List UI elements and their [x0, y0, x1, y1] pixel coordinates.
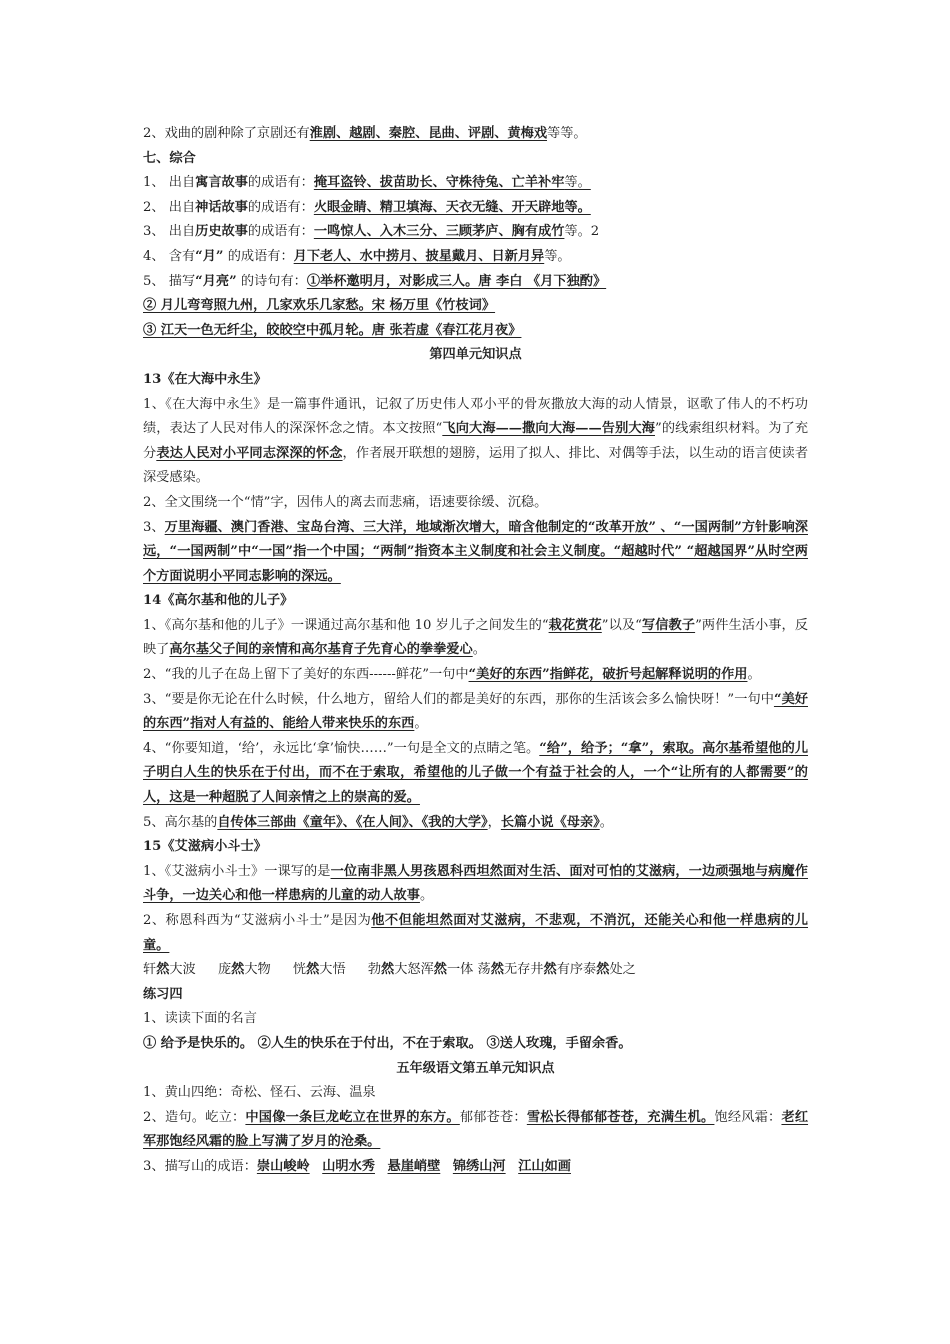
text: 有序泰 — [556, 962, 597, 978]
lesson-13-title: 13《在大海中永生》 — [143, 371, 267, 387]
answer: 江山如画 — [518, 1158, 571, 1174]
text: 3、“要是你无论在什么时候，什么地方，留给人们的都是美好的东西，那你的生活该会多么愉快呀！”一句中 — [143, 691, 774, 707]
keyword: 然 — [381, 962, 395, 978]
text: 3、 出自 — [143, 224, 196, 240]
text: 等等。 — [547, 126, 587, 141]
text: ”的线索组织材料。为了充分 — [143, 421, 809, 461]
line-history-idioms — [143, 220, 808, 245]
line-moon-poems — [143, 270, 808, 295]
text: 1、《艾滋病小斗士》一课写的是 — [143, 863, 331, 879]
line-moon-idioms — [143, 245, 808, 270]
text: 等。2 — [564, 224, 600, 240]
answer: 火眼金睛、精卫填海、天衣无缝、开天辟地等。 — [313, 199, 591, 215]
keyword: 历史故事 — [195, 224, 248, 240]
answer: “美好的东西”指鲜花，破折号起解释说明的作用 — [468, 667, 748, 683]
text: 4、 含有 — [143, 248, 196, 264]
answer: “美好的东西”指对人有益的、能给人带来快乐的东西 — [143, 691, 808, 732]
answer: 月下老人、水中捞月、披星戴月、日新月异 — [293, 248, 545, 264]
unit-5-title: 五年级语文第五单元知识点 — [396, 1060, 555, 1076]
answer: 淮剧、越剧、秦腔、昆曲、评剧、黄梅戏 — [309, 126, 548, 141]
text: 2、戏曲的剧种除了京剧还有 — [143, 126, 310, 141]
document-page — [143, 122, 808, 1180]
text: ”两件生活小事，反映了 — [143, 617, 809, 658]
text: 大波 — [169, 962, 196, 978]
section-heading: 七、综合 — [143, 150, 196, 166]
answer: 一位南非黑人男孩恩科西坦然面对生活、面对可怕的艾滋病，一边顽强地与病魔作斗争，一边关心和他一样患病的儿童的动人故事 — [143, 863, 808, 904]
text: 庞 — [217, 962, 232, 978]
text: 的成语有： — [247, 175, 314, 191]
answer: 写信教子 — [641, 617, 696, 633]
lesson-14-point-4 — [143, 737, 808, 811]
text: 2、称恩科西为“艾滋病小斗士”是因为 — [143, 913, 372, 928]
answer: 崇山峻岭 — [256, 1158, 310, 1174]
keyword: 然 — [306, 962, 320, 978]
text: 等。 — [544, 248, 571, 264]
lesson-15-title: 15《艾滋病小斗士》 — [143, 839, 267, 855]
keyword: 然 — [490, 962, 504, 978]
text: 恍 — [292, 962, 307, 978]
exercise-4-title: 练习四 — [143, 986, 183, 1002]
text: 1、 出自 — [143, 175, 196, 191]
poem-line-3: ③ 江天一色无纤尘，皎皎空中孤月轮。唐 张若虚《春江花月夜》 — [143, 322, 522, 338]
lesson-14-point-1 — [143, 614, 808, 663]
text: 等。 — [564, 175, 591, 191]
text: 。 — [414, 716, 428, 732]
text: 1、《高尔基和他的儿子》一课通过高尔基和他 10 岁儿子之间发生的“ — [143, 617, 549, 633]
lesson-15-point-1 — [143, 860, 808, 909]
keyword: 然 — [596, 962, 610, 978]
answer: ①举杯邀明月，对影成三人。唐 李白 《月下独酌》 — [306, 273, 607, 289]
answer: 雪松长得郁郁苍苍，充满生机。 — [526, 1109, 715, 1125]
text: 勃 — [367, 962, 382, 978]
line-opera — [143, 122, 808, 147]
text: 轩 — [143, 962, 157, 978]
text: 郁郁苍苍： — [459, 1109, 527, 1125]
text: 5、高尔基的 — [143, 814, 218, 830]
poem-line-2: ② 月儿弯弯照九州，几家欢乐几家愁。宋 杨万里《竹枝词》 — [143, 298, 496, 314]
text: 饱经风霜： — [714, 1109, 782, 1125]
answer: 山明水秀 — [322, 1158, 375, 1174]
answer: 飞向大海——撒向大海——告别大海 — [442, 421, 655, 437]
keyword: “月” — [195, 248, 224, 264]
text: ”以及“ — [601, 617, 642, 633]
answer: 万里海疆、澳门香港、宝岛台湾、三大洋，地域渐次增大，暗含他制定的“改革开放” 、“一国两制”方针影响深远，“一国两制”中“一国”指一个中国；“两制”指资本主义制度和社会主义制度。“超越时代” “超越国界”从时空两个方面说明小平同志影响的深远。 — [143, 519, 808, 584]
text: 。 — [419, 888, 434, 904]
text: 2、 出自 — [143, 199, 196, 215]
text: 大物 — [244, 962, 271, 978]
keyword: 寓言故事 — [195, 175, 248, 191]
text: 无存井 — [503, 962, 544, 978]
exercise-4-quotes: ① 给予是快乐的。 ②人生的快乐在于付出，不在于索取。 ③送人玫瑰，手留余香。 — [143, 1035, 632, 1051]
text: 的成语有： — [247, 199, 314, 215]
text: 大怒浑 — [394, 962, 434, 978]
lesson-15-point-2 — [143, 909, 808, 958]
answer: 中国像一条巨龙屹立在世界的东方。 — [245, 1109, 460, 1125]
unit-4-title: 第四单元知识点 — [429, 347, 522, 363]
lesson-14-title: 14《高尔基和他的儿子》 — [143, 593, 294, 609]
lesson-13-point-3 — [143, 516, 808, 590]
lesson-14-point-5 — [143, 811, 808, 836]
keyword: 然 — [543, 962, 557, 978]
answer: 栽花赏花 — [548, 617, 602, 633]
text: 4、“你要知道，‘给’，永远比‘拿’愉快……”一句是全文的点睛之笔。 — [143, 740, 540, 756]
lesson-13-point-1 — [143, 393, 808, 491]
answer: 高尔基父子间的亲情和高尔基育子先育心的拳拳爱心 — [169, 642, 473, 658]
text: 3、描写山的成语： — [143, 1158, 257, 1174]
text: 的成语有： — [247, 224, 314, 240]
answer: 掩耳盗铃、拔苗助长、守株待兔、亡羊补牢 — [313, 175, 565, 191]
answer: 悬崖峭壁 — [387, 1158, 441, 1174]
text: 。 — [747, 667, 761, 683]
lesson-14-point-2 — [143, 663, 808, 688]
text: 处之 — [609, 962, 636, 978]
text: 的成语有： — [223, 248, 294, 264]
line-fable-idioms — [143, 171, 808, 196]
answer: 他不但能坦然面对艾滋病，不悲观，不消沉，还能关心和他一样患病的儿童。 — [143, 913, 808, 953]
keyword: 神话故事 — [195, 199, 248, 215]
answer: 锦绣山河 — [452, 1158, 506, 1174]
text: 。 — [472, 642, 486, 658]
unit-5-point-2 — [143, 1106, 808, 1155]
text: ，作者展开联想的翅膀，运用了拟人、排比、对偶等手法，以生动的语言使读者深受感染。 — [143, 445, 809, 486]
text: 3、 — [143, 519, 165, 535]
text: 大悟 — [319, 962, 346, 978]
ran-word-list — [143, 958, 808, 983]
answer: 自传体三部曲《童年》、《在人间》、《我的大学》 — [217, 814, 488, 830]
text: 2、造句。屹立： — [143, 1109, 246, 1125]
text: 1、《在大海中永生》是一篇事件通讯，记叙了历史伟人邓小平的骨灰撒放大海的动人情景，讴歌了伟人的不朽功绩，表达了人民对伟人的深深怀念之情。本文按照“ — [143, 396, 808, 437]
text: 一体 荡 — [446, 962, 491, 978]
exercise-4-item-1: 1、读读下面的名言 — [143, 1011, 257, 1027]
lesson-13-point-2: 2、全文围绕一个“情”字，因伟人的离去而悲痛，语速要徐缓、沉稳。 — [143, 494, 548, 510]
text: 2、“我的儿子在岛上留下了美好的东西------鲜花”一句中 — [143, 667, 469, 683]
unit-5-point-1: 1、黄山四绝：奇松、怪石、云海、温泉 — [143, 1085, 376, 1101]
unit-5-point-3 — [143, 1155, 808, 1180]
text: ， — [487, 814, 501, 830]
text: 的诗句有： — [236, 273, 307, 289]
answer: “给”，给予；“拿”，索取。高尔基希望他的儿子明白人生的快乐在于付出，而不在于索取，希望他的儿子做一个有益于社会的人，一个“让所有的人都需要”的人，这是一种超脱了人间亲情之上的崇高的爱。 — [143, 740, 809, 806]
keyword: 然 — [433, 962, 447, 978]
answer: 表达人民对小平同志深深的怀念 — [156, 445, 343, 461]
answer: 一鸣惊人、入木三分、三顾茅庐、胸有成竹 — [313, 224, 565, 240]
keyword: “月亮” — [195, 273, 237, 289]
keyword: 然 — [156, 962, 170, 978]
answer: 老红军那饱经风霜的脸上写满了岁月的沧桑。 — [143, 1109, 809, 1150]
lesson-14-point-3 — [143, 688, 808, 737]
answer: 长篇小说《母亲》 — [500, 814, 600, 830]
line-myth-idioms — [143, 196, 808, 221]
text: 。 — [599, 814, 613, 830]
text: 5、 描写 — [143, 273, 196, 289]
keyword: 然 — [231, 962, 245, 978]
